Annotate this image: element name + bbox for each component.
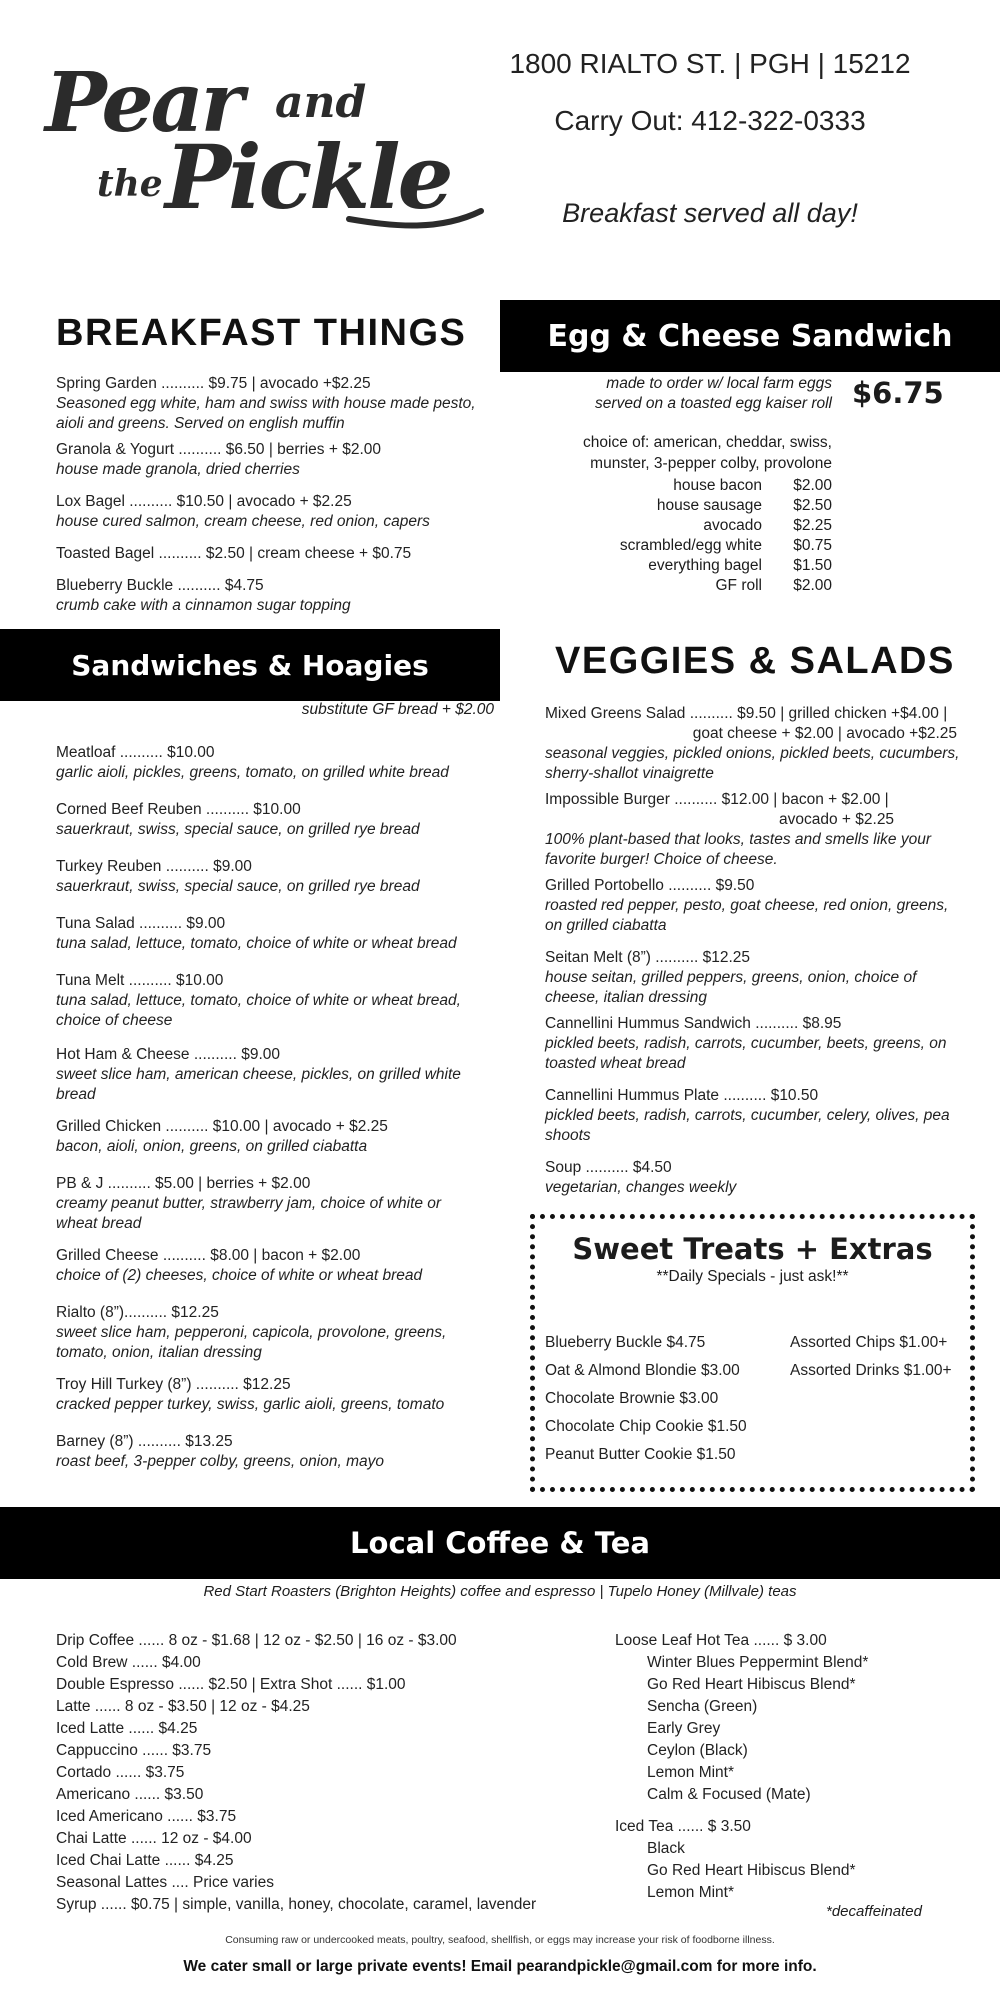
list-item — [56, 1174, 481, 1234]
tea-item: Winter Blues Peppermint Blend* — [647, 1654, 869, 1671]
list-item — [56, 800, 481, 840]
option-name: GF roll — [715, 577, 762, 594]
item-desc: roast beef, 3-pepper colby, greens, onion, mayo — [56, 1453, 384, 1470]
option-price: $2.50 — [793, 497, 832, 514]
sweet-treats-subtitle: **Daily Specials - just ask!** — [656, 1268, 849, 1285]
egg-cheese-header — [500, 300, 1000, 372]
item-line: Hot Ham & Cheese .......... $9.00 — [56, 1046, 280, 1063]
item-desc: garlic aioli, pickles, greens, tomato, on grilled white bread — [56, 764, 449, 781]
hot-tea-header: Loose Leaf Hot Tea ...... $ 3.00 — [615, 1632, 827, 1649]
catering-note: We cater small or large private events! Email pearandpickle@gmail.com for more info. — [183, 1958, 817, 1975]
coffee-list — [56, 1630, 596, 1916]
list-item — [545, 948, 965, 1008]
egg-cheese-price: $6.75 — [852, 376, 944, 410]
food-warning: Consuming raw or undercooked meats, poultry, seafood, shellfish, or eggs may increase your risk of foodborne illness. — [225, 1934, 775, 1946]
egg-cheese-choices — [500, 432, 832, 474]
extra-item: Assorted Chips $1.00+ — [790, 1334, 948, 1351]
coffee-item: Syrup ...... $0.75 | simple, vanilla, honey, chocolate, caramel, lavender — [56, 1896, 537, 1913]
option-row — [560, 576, 832, 596]
coffee-item: Drip Coffee ...... 8 oz - $1.68 | 12 oz - $2.50 | 16 oz - $3.00 — [56, 1632, 457, 1649]
item-line: Corned Beef Reuben .......... $10.00 — [56, 801, 301, 818]
item-line: Blueberry Buckle .......... $4.75 — [56, 577, 264, 594]
item-desc: pickled beets, radish, carrots, cucumber, beets, greens, on toasted wheat bread — [545, 1035, 947, 1072]
list-item — [545, 790, 965, 870]
tea-item: Black — [647, 1840, 685, 1857]
item-line: Mixed Greens Salad .......... $9.50 | grilled chicken +$4.00 | — [545, 705, 948, 722]
sandwiches-title: Sandwiches & Hoagies — [71, 648, 429, 682]
option-name: avocado — [703, 517, 762, 534]
option-name: scrambled/egg white — [619, 537, 762, 554]
breakfast-list — [56, 374, 496, 616]
tea-item: Lemon Mint* — [647, 1884, 735, 1901]
option-name: house sausage — [656, 497, 762, 514]
item-line: Grilled Cheese .......... $8.00 | bacon + $2.00 — [56, 1247, 361, 1264]
egg-cheese-options — [560, 476, 832, 596]
list-item — [545, 1014, 965, 1074]
option-price: $2.00 — [793, 477, 832, 494]
treats-right-list — [790, 1329, 970, 1385]
item-desc: bacon, aioli, onion, greens, on grilled ciabatta — [56, 1138, 368, 1155]
coffee-title: Local Coffee & Tea — [350, 1526, 650, 1560]
treat-item: Chocolate Chip Cookie $1.50 — [545, 1418, 747, 1435]
list-item — [56, 857, 481, 897]
item-desc: Seasoned egg white, ham and swiss with house made pesto, aioli and greens. Served on english muffin — [56, 395, 476, 432]
list-item — [56, 492, 496, 532]
option-row — [560, 516, 832, 536]
tea-item: Lemon Mint* — [647, 1764, 735, 1781]
tea-list — [615, 1630, 985, 1904]
coffee-item: Americano ...... $3.50 — [56, 1786, 204, 1803]
logo-word-and: and — [275, 77, 367, 128]
item-desc: tuna salad, lettuce, tomato, choice of white or wheat bread — [56, 935, 457, 952]
item-line: Barney (8”) .......... $13.25 — [56, 1433, 233, 1450]
egg-desc-2: served on a toasted egg kaiser roll — [595, 395, 832, 412]
coffee-subtitle: Red Start Roasters (Brighton Heights) coffee and espresso | Tupelo Honey (Millvale) teas — [203, 1583, 797, 1600]
item-line-2: goat cheese + $2.00 | avocado +$2.25 — [692, 725, 957, 742]
item-line: Soup .......... $4.50 — [545, 1159, 672, 1176]
item-desc: choice of (2) cheeses, choice of white or wheat bread — [56, 1267, 423, 1284]
coffee-item: Iced Americano ...... $3.75 — [56, 1808, 237, 1825]
item-desc: sauerkraut, swiss, special sauce, on grilled rye bread — [56, 878, 420, 895]
decaf-note: *decaffeinated — [826, 1903, 922, 1920]
egg-cheese-desc — [500, 374, 832, 414]
coffee-item: Cold Brew ...... $4.00 — [56, 1654, 201, 1671]
list-item — [56, 374, 496, 434]
list-item — [56, 1375, 481, 1415]
option-price: $0.75 — [793, 537, 832, 554]
item-line: Tuna Salad .......... $9.00 — [56, 915, 226, 932]
option-row — [560, 476, 832, 496]
sandwiches-note: substitute GF bread + $2.00 — [301, 701, 494, 718]
item-desc: cracked pepper turkey, swiss, garlic aioli, greens, tomato — [56, 1396, 445, 1413]
sandwiches-list — [56, 743, 481, 1472]
list-item — [56, 1432, 481, 1472]
item-desc: pickled beets, radish, carrots, cucumber, celery, olives, pea shoots — [545, 1107, 950, 1144]
egg-cheese-title: Egg & Cheese Sandwich — [547, 318, 953, 354]
tea-item: Go Red Heart Hibiscus Blend* — [647, 1862, 856, 1879]
logo-word-pear: Pear — [45, 55, 241, 151]
logo — [45, 55, 465, 235]
option-price: $2.00 — [793, 577, 832, 594]
item-line: Grilled Portobello .......... $9.50 — [545, 877, 755, 894]
item-line: Lox Bagel .......... $10.50 | avocado + $2.25 — [56, 493, 352, 510]
option-price: $2.25 — [793, 517, 832, 534]
sweet-treats-title: Sweet Treats + Extras — [572, 1232, 933, 1266]
item-line: Turkey Reuben .......... $9.00 — [56, 858, 252, 875]
item-desc: sweet slice ham, american cheese, pickles, on grilled white bread — [56, 1066, 461, 1103]
choice-line-2: munster, 3-pepper colby, provolone — [590, 455, 832, 472]
choice-line-1: choice of: american, cheddar, swiss, — [583, 434, 832, 451]
item-line-2: avocado + $2.25 — [779, 811, 895, 828]
list-item — [545, 1158, 965, 1198]
item-line: Seitan Melt (8”) .......... $12.25 — [545, 949, 751, 966]
tagline: Breakfast served all day! — [562, 198, 858, 228]
item-line: PB & J .......... $5.00 | berries + $2.00 — [56, 1175, 311, 1192]
address: 1800 RIALTO ST. | PGH | 15212 — [509, 48, 911, 79]
item-line: Grilled Chicken .......... $10.00 | avocado + $2.25 — [56, 1118, 388, 1135]
coffee-item: Latte ...... 8 oz - $3.50 | 12 oz - $4.25 — [56, 1698, 310, 1715]
item-desc: house cured salmon, cream cheese, red onion, capers — [56, 513, 430, 530]
option-name: house bacon — [673, 477, 762, 494]
coffee-item: Seasonal Lattes .... Price varies — [56, 1874, 274, 1891]
treat-item: Blueberry Buckle $4.75 — [545, 1334, 706, 1351]
tea-item: Go Red Heart Hibiscus Blend* — [647, 1676, 856, 1693]
list-item — [56, 544, 496, 564]
item-line: Impossible Burger .......... $12.00 | bacon + $2.00 | — [545, 791, 889, 808]
item-line: Spring Garden .......... $9.75 | avocado +$2.25 — [56, 375, 371, 392]
item-desc: tuna salad, lettuce, tomato, choice of white or wheat bread, choice of cheese — [56, 992, 461, 1029]
item-desc: vegetarian, changes weekly — [545, 1179, 737, 1196]
list-item — [56, 440, 496, 480]
list-item — [56, 576, 496, 616]
list-item — [56, 1246, 481, 1286]
item-desc: creamy peanut butter, strawberry jam, choice of white or wheat bread — [56, 1195, 442, 1232]
tea-item: Calm & Focused (Mate) — [647, 1786, 811, 1803]
veggies-list — [545, 704, 965, 1198]
item-desc: sauerkraut, swiss, special sauce, on grilled rye bread — [56, 821, 420, 838]
item-line: Cannellini Hummus Plate .......... $10.50 — [545, 1087, 819, 1104]
coffee-item: Iced Latte ...... $4.25 — [56, 1720, 198, 1737]
list-item — [545, 704, 965, 784]
tea-item: Ceylon (Black) — [647, 1742, 748, 1759]
option-row — [560, 536, 832, 556]
veggies-title: VEGGIES & SALADS — [555, 640, 955, 682]
item-desc: crumb cake with a cinnamon sugar topping — [56, 597, 351, 614]
item-desc: roasted red pepper, pesto, goat cheese, red onion, greens, on grilled ciabatta — [545, 897, 949, 934]
item-line: Toasted Bagel .......... $2.50 | cream cheese + $0.75 — [56, 545, 412, 562]
tea-item: Early Grey — [647, 1720, 721, 1737]
list-item — [56, 971, 481, 1031]
coffee-header — [0, 1507, 1000, 1579]
treats-left-list — [545, 1329, 785, 1469]
list-item — [545, 876, 965, 936]
list-item — [56, 743, 481, 783]
logo-word-the: the — [97, 163, 163, 205]
coffee-item: Double Espresso ...... $2.50 | Extra Shot ...... $1.00 — [56, 1676, 406, 1693]
option-price: $1.50 — [793, 557, 832, 574]
treat-item: Oat & Almond Blondie $3.00 — [545, 1362, 740, 1379]
list-item — [56, 1117, 481, 1157]
logo-word-pickle: Pickle — [165, 125, 451, 229]
coffee-item: Chai Latte ...... 12 oz - $4.00 — [56, 1830, 252, 1847]
carry-out-phone: Carry Out: 412-322-0333 — [554, 105, 866, 136]
item-line: Tuna Melt .......... $10.00 — [56, 972, 224, 989]
iced-tea-header: Iced Tea ...... $ 3.50 — [615, 1818, 751, 1835]
coffee-item: Cortado ...... $3.75 — [56, 1764, 185, 1781]
breakfast-title: BREAKFAST THINGS — [56, 312, 467, 354]
item-line: Troy Hill Turkey (8”) .......... $12.25 — [56, 1376, 291, 1393]
list-item — [545, 1086, 965, 1146]
item-desc: house made granola, dried cherries — [56, 461, 300, 478]
option-name: everything bagel — [648, 557, 762, 574]
egg-desc-1: made to order w/ local farm eggs — [606, 375, 832, 392]
item-line: Rialto (8”).......... $12.25 — [56, 1304, 219, 1321]
coffee-item: Cappuccino ...... $3.75 — [56, 1742, 212, 1759]
item-line: Granola & Yogurt .......... $6.50 | berries + $2.00 — [56, 441, 381, 458]
extra-item: Assorted Drinks $1.00+ — [790, 1362, 952, 1379]
logo-swash — [345, 205, 485, 245]
item-desc: 100% plant-based that looks, tastes and smells like your favorite burger! Choice of cheese. — [545, 831, 931, 868]
option-row — [560, 496, 832, 516]
tea-item: Sencha (Green) — [647, 1698, 758, 1715]
sandwiches-header — [0, 629, 500, 701]
item-desc: house seitan, grilled peppers, greens, onion, choice of cheese, italian dressing — [545, 969, 917, 1006]
item-desc: sweet slice ham, pepperoni, capicola, provolone, greens, tomato, onion, italian dressing — [56, 1324, 447, 1361]
item-line: Cannellini Hummus Sandwich .......... $8.95 — [545, 1015, 842, 1032]
treat-item: Chocolate Brownie $3.00 — [545, 1390, 719, 1407]
list-item — [56, 914, 481, 954]
list-item — [56, 1303, 481, 1363]
list-item — [56, 1045, 481, 1105]
item-desc: seasonal veggies, pickled onions, pickled beets, cucumbers, sherry-shallot vinaigrette — [545, 745, 960, 782]
coffee-item: Iced Chai Latte ...... $4.25 — [56, 1852, 234, 1869]
option-row — [560, 556, 832, 576]
treat-item: Peanut Butter Cookie $1.50 — [545, 1446, 736, 1463]
item-line: Meatloaf .......... $10.00 — [56, 744, 215, 761]
